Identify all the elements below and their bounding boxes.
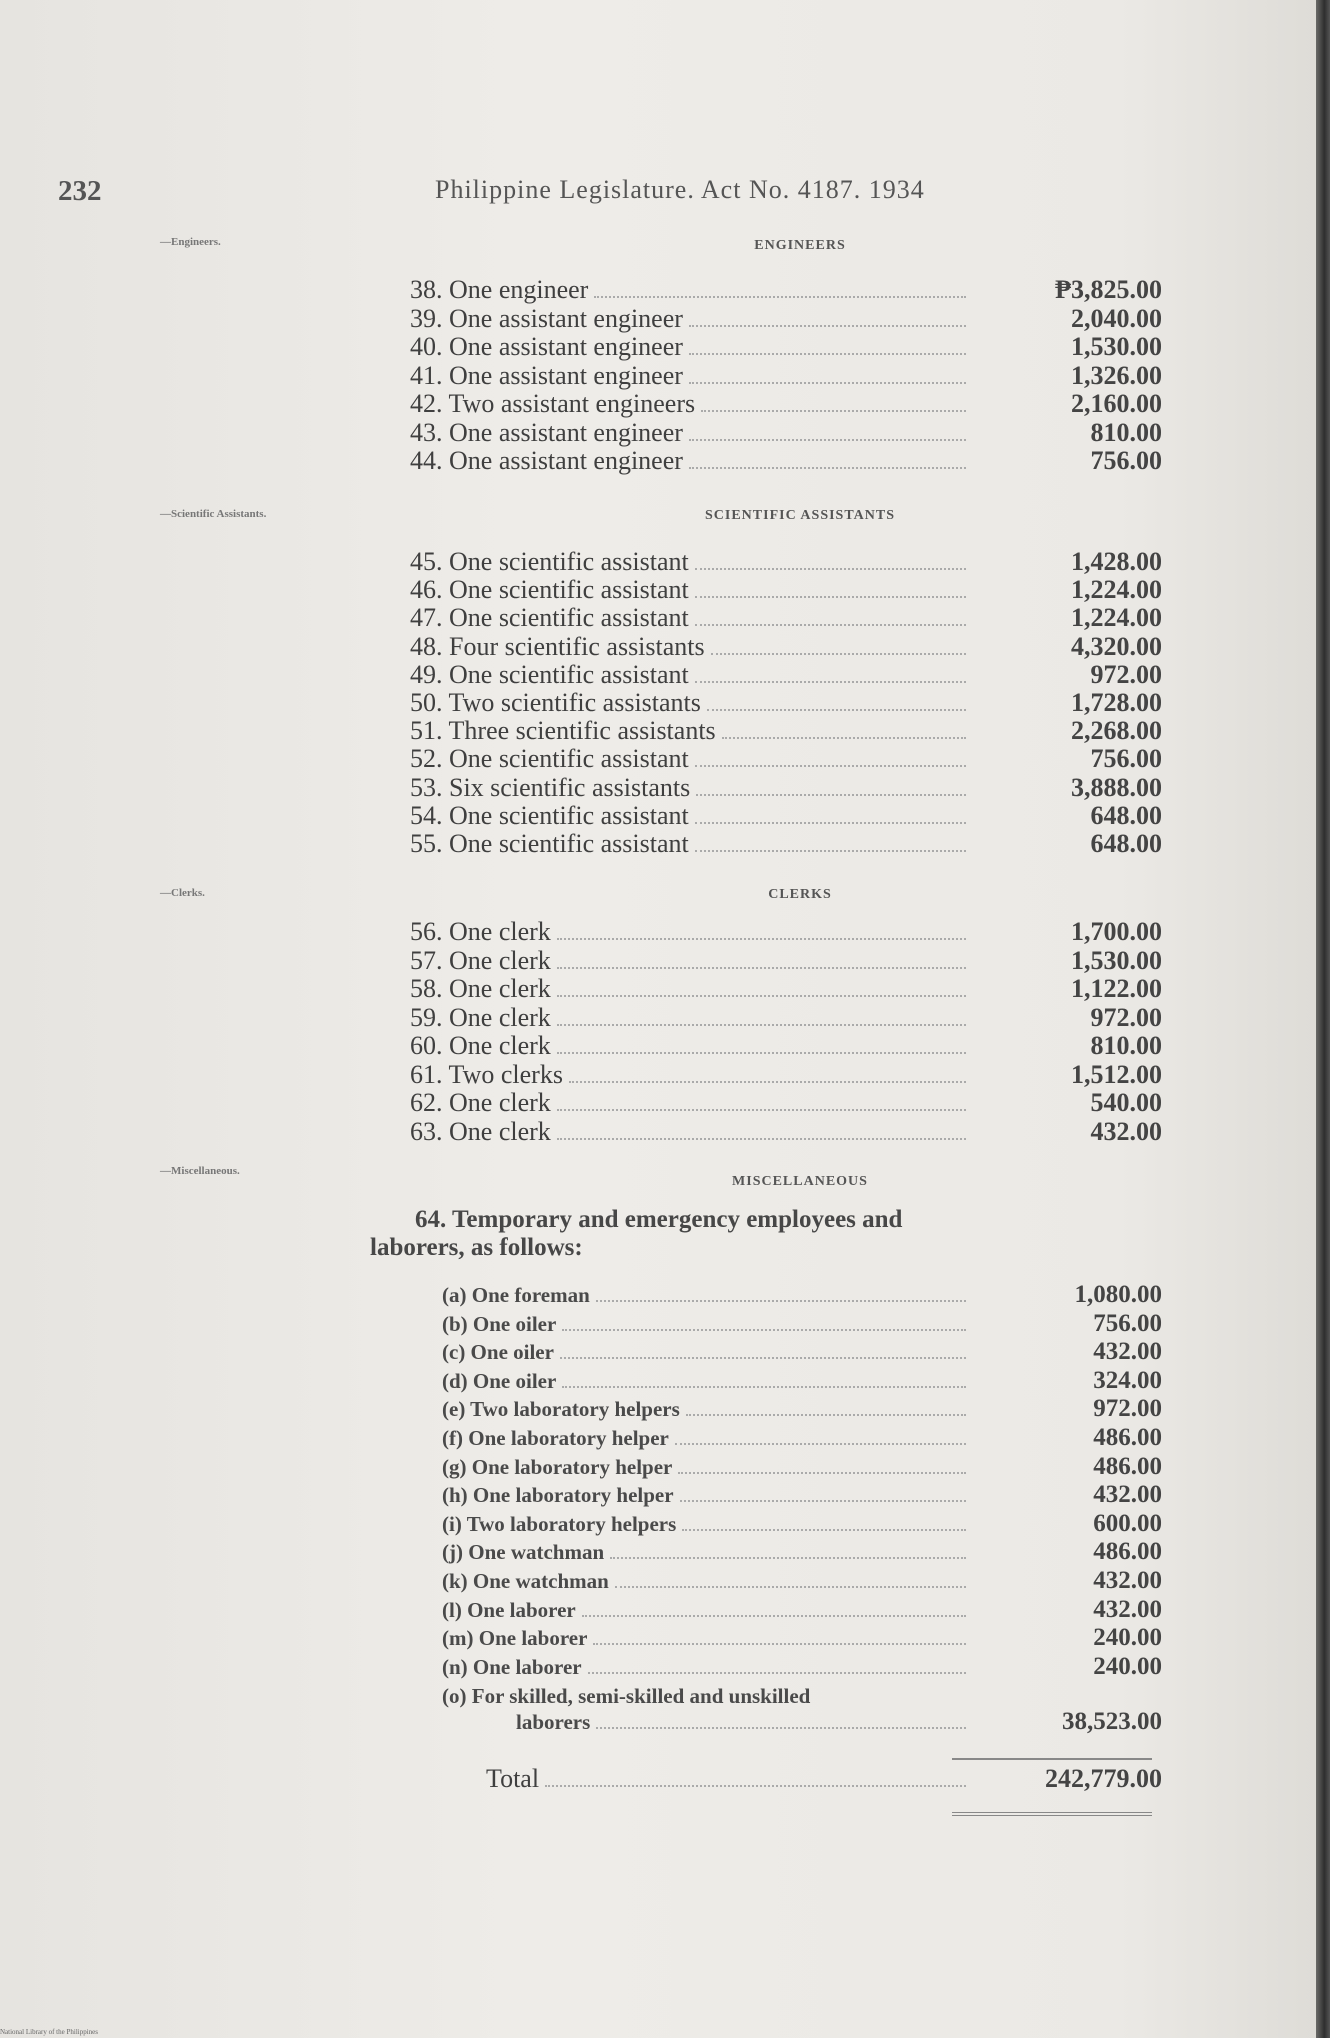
misc-item-row bbox=[442, 1653, 1162, 1681]
item-label: 55. One scientific assistant bbox=[410, 829, 689, 858]
item-label: (b) One oiler bbox=[442, 1311, 557, 1336]
line-item-row bbox=[410, 390, 1162, 418]
item-amount: 540.00 bbox=[1090, 1088, 1162, 1117]
item-amount: 240.00 bbox=[1093, 1624, 1162, 1652]
line-item-row bbox=[410, 305, 1162, 333]
item-label: (c) One oiler bbox=[442, 1340, 554, 1365]
total-amount: 242,779.00 bbox=[1045, 1764, 1162, 1793]
item-amount: 1,428.00 bbox=[1071, 547, 1162, 576]
item-amount: 648.00 bbox=[1090, 829, 1162, 858]
leader-dots bbox=[722, 719, 966, 739]
misc-item-row bbox=[442, 1338, 1162, 1366]
leader-dots bbox=[588, 1656, 966, 1674]
item-amount: 648.00 bbox=[1090, 800, 1162, 830]
misc-item-row bbox=[442, 1624, 1162, 1652]
line-item-row bbox=[410, 689, 1162, 717]
item-label: 43. One assistant engineer bbox=[410, 417, 683, 447]
line-item-row bbox=[410, 447, 1162, 475]
item-label: 49. One scientific assistant bbox=[410, 659, 689, 689]
item-label: 44. One assistant engineer bbox=[410, 446, 683, 475]
item-label: 57. One clerk bbox=[410, 945, 551, 975]
total-double-rule bbox=[952, 1812, 1152, 1820]
item-label: 41. One assistant engineer bbox=[410, 360, 683, 390]
leader-dots bbox=[582, 1599, 966, 1617]
item-amount: 810.00 bbox=[1090, 1031, 1162, 1060]
leader-dots bbox=[711, 635, 966, 655]
line-item-row bbox=[410, 830, 1162, 858]
item-amount: ₱3,825.00 bbox=[1055, 275, 1162, 304]
item-label: 54. One scientific assistant bbox=[410, 800, 689, 830]
page-number: 232 bbox=[58, 175, 102, 207]
leader-dots bbox=[557, 949, 966, 969]
misc-item-o bbox=[442, 1682, 1162, 1710]
item-amount: 432.00 bbox=[1090, 1116, 1162, 1146]
item-amount: 2,040.00 bbox=[1071, 303, 1162, 333]
item-amount: 972.00 bbox=[1090, 659, 1162, 689]
line-item-row bbox=[410, 745, 1162, 773]
leader-dots bbox=[695, 606, 966, 626]
misc-item-row bbox=[442, 1367, 1162, 1395]
section-heading-scientific: SCIENTIFIC ASSISTANTS bbox=[705, 508, 895, 523]
item-amount: 756.00 bbox=[1090, 446, 1162, 475]
leader-dots bbox=[596, 1284, 966, 1302]
leader-dots bbox=[689, 421, 966, 441]
line-item-row bbox=[410, 1004, 1162, 1032]
running-head: Philippine Legislature. Act No. 4187. 1934 bbox=[435, 175, 925, 204]
footer-credit: National Library of the Philippines bbox=[0, 2028, 98, 2036]
margin-note-clerks: —Clerks. bbox=[160, 887, 205, 899]
leader-dots bbox=[569, 1063, 966, 1083]
leader-dots bbox=[557, 1091, 966, 1111]
item-label: (k) One watchman bbox=[442, 1569, 609, 1593]
line-item-row bbox=[410, 604, 1162, 632]
leader-dots bbox=[557, 1120, 966, 1140]
leader-dots bbox=[695, 550, 966, 570]
item-amount: 2,268.00 bbox=[1071, 716, 1162, 746]
misc-item-row bbox=[442, 1281, 1162, 1309]
item-label: 48. Four scientific assistants bbox=[410, 631, 705, 661]
item-label: (m) One laborer bbox=[442, 1626, 588, 1651]
line-item-row bbox=[410, 918, 1162, 946]
leader-dots bbox=[696, 776, 966, 796]
misc-item-row bbox=[442, 1596, 1162, 1624]
item-amount: 810.00 bbox=[1090, 417, 1162, 447]
leader-dots bbox=[615, 1570, 966, 1588]
item-label: (o) For skilled, semi-skilled and unskilled bbox=[442, 1684, 811, 1708]
item-amount: 432.00 bbox=[1093, 1338, 1162, 1366]
line-item-row bbox=[410, 802, 1162, 830]
item-label: 56. One clerk bbox=[410, 917, 551, 946]
item-label: 50. Two scientific assistants bbox=[410, 688, 701, 717]
leader-dots bbox=[695, 832, 966, 852]
total-label: Total bbox=[486, 1764, 540, 1793]
margin-note-engineers: —Engineers. bbox=[160, 236, 221, 248]
line-item-row bbox=[410, 419, 1162, 447]
misc-item-o-cont bbox=[516, 1708, 1162, 1736]
item-amount: 432.00 bbox=[1093, 1481, 1162, 1509]
line-item-row bbox=[410, 661, 1162, 689]
section-heading-clerks: CLERKS bbox=[768, 887, 832, 902]
leader-dots bbox=[689, 307, 966, 327]
item-label: (d) One oiler bbox=[442, 1368, 557, 1393]
item-amount: 4,320.00 bbox=[1071, 631, 1162, 661]
line-item-row bbox=[410, 548, 1162, 576]
leader-dots bbox=[689, 449, 966, 469]
leader-dots bbox=[557, 1034, 966, 1054]
item-amount: 486.00 bbox=[1093, 1424, 1162, 1451]
item-label: (e) Two laboratory helpers bbox=[442, 1397, 680, 1422]
item-amount: 1,224.00 bbox=[1071, 603, 1162, 633]
leader-dots bbox=[557, 1006, 966, 1026]
total-row bbox=[486, 1765, 1162, 1793]
leader-dots bbox=[596, 1711, 966, 1729]
leader-dots bbox=[593, 1627, 966, 1645]
line-item-row bbox=[410, 1032, 1162, 1060]
leader-dots bbox=[545, 1767, 966, 1787]
line-item-row bbox=[410, 947, 1162, 975]
leader-dots bbox=[680, 1484, 966, 1502]
item-label: (a) One foreman bbox=[442, 1283, 590, 1307]
item-label: 60. One clerk bbox=[410, 1031, 551, 1060]
misc-item-row bbox=[442, 1538, 1162, 1566]
item-label: 46. One scientific assistant bbox=[410, 575, 689, 605]
item-label: 63. One clerk bbox=[410, 1116, 551, 1146]
line-item-row bbox=[410, 1089, 1162, 1117]
leader-dots bbox=[560, 1341, 966, 1359]
section-heading-misc: MISCELLANEOUS bbox=[732, 1174, 868, 1189]
item-amount: 1,512.00 bbox=[1071, 1059, 1162, 1089]
line-item-row bbox=[410, 276, 1162, 304]
item-label: laborers bbox=[516, 1710, 591, 1734]
item-amount: 756.00 bbox=[1090, 744, 1162, 774]
margin-note-misc: —Miscellaneous. bbox=[160, 1165, 240, 1177]
item-label: 47. One scientific assistant bbox=[410, 603, 689, 633]
leader-dots bbox=[562, 1370, 966, 1388]
line-item-row bbox=[410, 1118, 1162, 1146]
item-amount: 1,122.00 bbox=[1071, 974, 1162, 1003]
item-amount: 1,080.00 bbox=[1074, 1281, 1162, 1308]
leader-dots bbox=[701, 392, 966, 412]
misc-item-row bbox=[442, 1481, 1162, 1509]
misc-item-row bbox=[442, 1424, 1162, 1452]
item-label: 52. One scientific assistant bbox=[410, 744, 689, 774]
misc-item-row bbox=[442, 1567, 1162, 1595]
leader-dots bbox=[682, 1513, 966, 1531]
item-label: 59. One clerk bbox=[410, 1002, 551, 1032]
leader-dots bbox=[695, 663, 966, 683]
item-label: (l) One laborer bbox=[442, 1597, 576, 1622]
item-amount: 38,523.00 bbox=[1062, 1708, 1162, 1735]
item-amount: 972.00 bbox=[1093, 1395, 1162, 1423]
page-edge bbox=[1316, 0, 1330, 2038]
subtotal-rule bbox=[952, 1758, 1152, 1760]
item-amount: 240.00 bbox=[1093, 1652, 1162, 1680]
leader-dots bbox=[695, 804, 966, 824]
line-item-row bbox=[410, 633, 1162, 661]
leader-dots bbox=[695, 747, 966, 767]
section-heading-engineers: ENGINEERS bbox=[754, 238, 846, 253]
misc-item-row bbox=[442, 1453, 1162, 1481]
item-label: 40. One assistant engineer bbox=[410, 332, 683, 361]
leader-dots bbox=[610, 1541, 966, 1559]
item-amount: 600.00 bbox=[1093, 1509, 1162, 1537]
margin-note-scientific: —Scientific Assistants. bbox=[160, 508, 267, 520]
line-item-row bbox=[410, 1061, 1162, 1089]
item-label: 38. One engineer bbox=[410, 275, 589, 304]
item-amount: 486.00 bbox=[1093, 1452, 1162, 1480]
leader-dots bbox=[686, 1398, 966, 1416]
item-amount: 3,888.00 bbox=[1071, 772, 1162, 802]
misc-item-row bbox=[442, 1510, 1162, 1538]
item-amount: 756.00 bbox=[1093, 1309, 1162, 1337]
item-amount: 1,530.00 bbox=[1071, 945, 1162, 975]
line-item-row bbox=[410, 362, 1162, 390]
item-label: 51. Three scientific assistants bbox=[410, 716, 716, 746]
line-item-row bbox=[410, 576, 1162, 604]
misc-item-row bbox=[442, 1310, 1162, 1338]
item-label: 53. Six scientific assistants bbox=[410, 772, 691, 802]
leader-dots bbox=[678, 1456, 966, 1474]
item-amount: 432.00 bbox=[1093, 1567, 1162, 1594]
misc-intro: 64. Temporary and emergency employees and laborers, as follows: bbox=[370, 1206, 903, 1261]
item-label: (j) One watchman bbox=[442, 1540, 605, 1565]
item-label: (i) Two laboratory helpers bbox=[442, 1511, 677, 1536]
leader-dots bbox=[707, 691, 966, 711]
item-amount: 1,728.00 bbox=[1071, 688, 1162, 717]
item-label: 62. One clerk bbox=[410, 1088, 551, 1117]
leader-dots bbox=[689, 335, 966, 355]
item-label: (g) One laboratory helper bbox=[442, 1454, 673, 1479]
item-amount: 1,326.00 bbox=[1071, 360, 1162, 390]
item-amount: 2,160.00 bbox=[1071, 389, 1162, 418]
line-item-row bbox=[410, 333, 1162, 361]
item-label: 45. One scientific assistant bbox=[410, 547, 689, 576]
line-item-row bbox=[410, 774, 1162, 802]
item-amount: 486.00 bbox=[1093, 1538, 1162, 1566]
item-label: 58. One clerk bbox=[410, 974, 551, 1003]
item-label: 42. Two assistant engineers bbox=[410, 389, 696, 418]
leader-dots bbox=[594, 278, 966, 298]
item-label: (f) One laboratory helper bbox=[442, 1426, 669, 1450]
item-label: (n) One laborer bbox=[442, 1654, 582, 1679]
leader-dots bbox=[689, 364, 966, 384]
item-amount: 972.00 bbox=[1090, 1002, 1162, 1032]
item-amount: 324.00 bbox=[1093, 1366, 1162, 1394]
item-label: 61. Two clerks bbox=[410, 1059, 563, 1089]
leader-dots bbox=[675, 1427, 966, 1445]
line-item-row bbox=[410, 975, 1162, 1003]
line-item-row bbox=[410, 717, 1162, 745]
item-amount: 432.00 bbox=[1093, 1595, 1162, 1623]
item-amount: 1,530.00 bbox=[1071, 332, 1162, 361]
leader-dots bbox=[562, 1313, 966, 1331]
item-label: 39. One assistant engineer bbox=[410, 303, 683, 333]
item-amount: 1,224.00 bbox=[1071, 575, 1162, 605]
leader-dots bbox=[557, 920, 966, 940]
item-label: (h) One laboratory helper bbox=[442, 1483, 674, 1508]
leader-dots bbox=[695, 578, 966, 598]
item-amount: 1,700.00 bbox=[1071, 917, 1162, 946]
leader-dots bbox=[557, 977, 966, 997]
misc-item-row bbox=[442, 1395, 1162, 1423]
